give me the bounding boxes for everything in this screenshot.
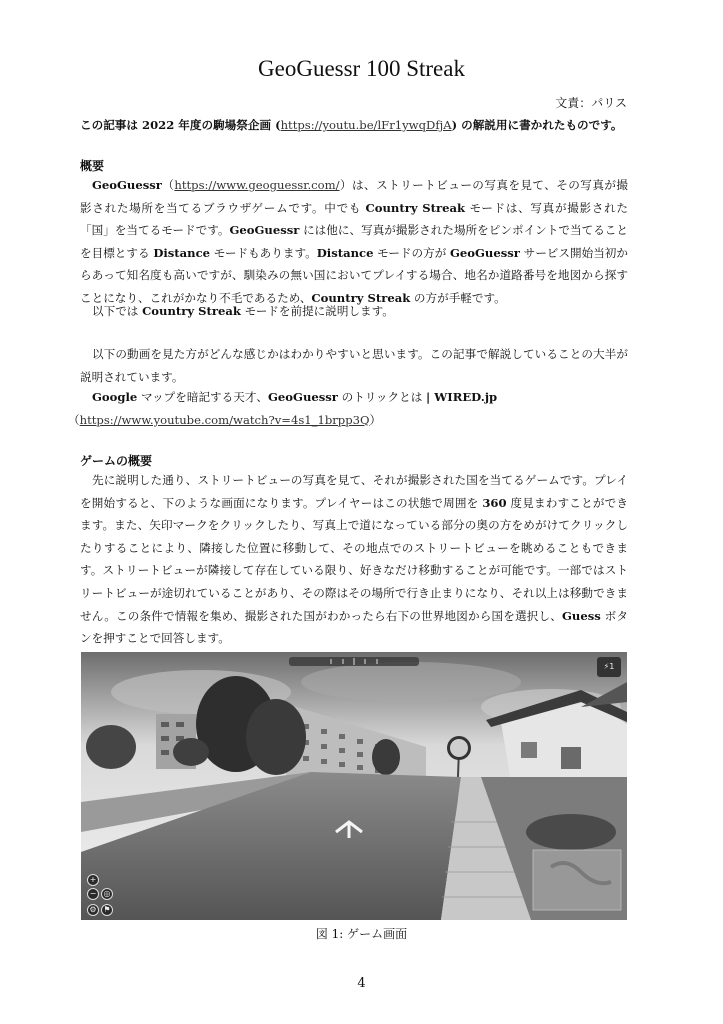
paren-open: （ <box>161 178 175 192</box>
text: サービス開始当初からあって知名度も高いですが、馴染みの無い国においてプレイする場合、地名か道路番号を地図から探すことになり、これがかなり不毛であるため、 <box>80 245 629 305</box>
intro-line <box>80 117 640 133</box>
page-title: GeoGuessr 100 Streak <box>258 56 465 81</box>
term-wired: | WIRED.jp <box>426 390 498 404</box>
flag-icon[interactable]: ⚑ <box>101 904 113 916</box>
settings-icon[interactable]: ⚙ <box>87 904 99 916</box>
figure-caption: 図 1: ゲーム画面 <box>315 927 408 941</box>
term-guess: Guess <box>562 608 601 623</box>
youtube-link[interactable]: https://www.youtube.com/watch?v=4s1_1brpp3Q <box>79 412 370 427</box>
geoguessr-link[interactable]: https://www.geoguessr.com/ <box>174 178 340 192</box>
minimap[interactable] <box>533 850 621 910</box>
intro-text-before: この記事は 2022 年度の駒場祭企画 ( <box>80 118 281 132</box>
text: には他に、写真が撮影された場所をピンポイントで当てることを目標とする <box>80 223 629 260</box>
term-geoguessr: GeoGuessr <box>268 390 338 404</box>
streak-count: 1 <box>609 662 615 671</box>
overview-paragraph-3: 以下の動画を見た方がどんな感じかはわかりやすいと思います。この記事で解説していることの大半が説明されています。 <box>80 347 628 384</box>
street-view-image <box>81 652 627 920</box>
text: モードもあります。 <box>210 245 317 260</box>
text: モードを前提に説明します。 <box>240 304 394 318</box>
term-geoguessr: GeoGuessr <box>229 223 300 238</box>
text: マップを暗記する天才、 <box>137 390 269 404</box>
term-distance: Distance <box>153 245 211 260</box>
page-number: 4 <box>357 976 366 991</box>
text: 以下では <box>92 304 143 318</box>
text: モードの方が <box>373 245 451 260</box>
term-google: Google <box>92 390 138 404</box>
text: 度見まわすことができます。また、矢印マークをクリックしたり、写真上で道になっている部分の奥の方をめがけてクリックしたりすることにより、隣接した位置に移動して、その地点でのストリートビューを眺めることもできます。ストリートビューが隣接して存在している限り、好きなだけ移動することが可能です。一部ではストリートビューが途切れていることがあり、その際はその場所で行き止まりになり、それ以上は移動できません。この条件で情報を集め、撮影された国がわかったら右下の世界地図から国を選択し、 <box>80 495 629 623</box>
term-country-streak: Country Streak <box>142 304 241 318</box>
paren-open: （ <box>68 412 80 427</box>
intro-link[interactable]: https://youtu.be/lFr1ywqDfjA <box>280 118 452 132</box>
author-line: 文責：パリス <box>555 96 627 110</box>
paren-close: ） <box>369 412 382 427</box>
zoom-out-button[interactable]: − <box>87 888 99 900</box>
term-country-streak: Country Streak <box>365 200 466 215</box>
text: モードは、写真が撮影された「国」を当てるモードです。 <box>80 200 628 238</box>
overview-paragraph-4 <box>68 386 628 431</box>
intro-text-after: ) の解説用に書かれたものです。 <box>451 118 623 132</box>
streak-badge <box>597 657 621 677</box>
overview-paragraph-2 <box>80 300 628 323</box>
section-heading-overview: 概要 <box>80 159 105 173</box>
term-country-streak: Country Streak <box>311 290 411 305</box>
zoom-in-button[interactable]: + <box>87 874 99 886</box>
overview-paragraph-1 <box>80 174 628 310</box>
return-to-start-icon[interactable]: ◎ <box>101 888 113 900</box>
text: 先に説明した通り、ストリートビューの写真を見て、それが撮影された国を当てるゲームです。プレイを開始すると、下のような画面になります。プレイヤーはこの状態で周囲を <box>80 473 628 510</box>
section-heading-game-overview: ゲームの概要 <box>80 454 153 468</box>
text: ボタンを押すことで回答します。 <box>80 608 628 646</box>
term-geoguessr: GeoGuessr <box>450 245 520 260</box>
game-screenshot <box>81 652 627 920</box>
text: のトリックとは <box>337 390 426 404</box>
term-360: 360 <box>482 495 507 510</box>
term-geoguessr: GeoGuessr <box>92 178 162 192</box>
term-distance: Distance <box>316 245 374 260</box>
lightning-icon: ⚡ <box>603 662 610 671</box>
text: の方が手軽です。 <box>410 290 506 305</box>
text: ）は、ストリートビューの写真を見て、その写真が撮影された場所を当てるブラウザゲームです。中でも <box>80 178 628 215</box>
game-paragraph-1 <box>80 469 628 650</box>
